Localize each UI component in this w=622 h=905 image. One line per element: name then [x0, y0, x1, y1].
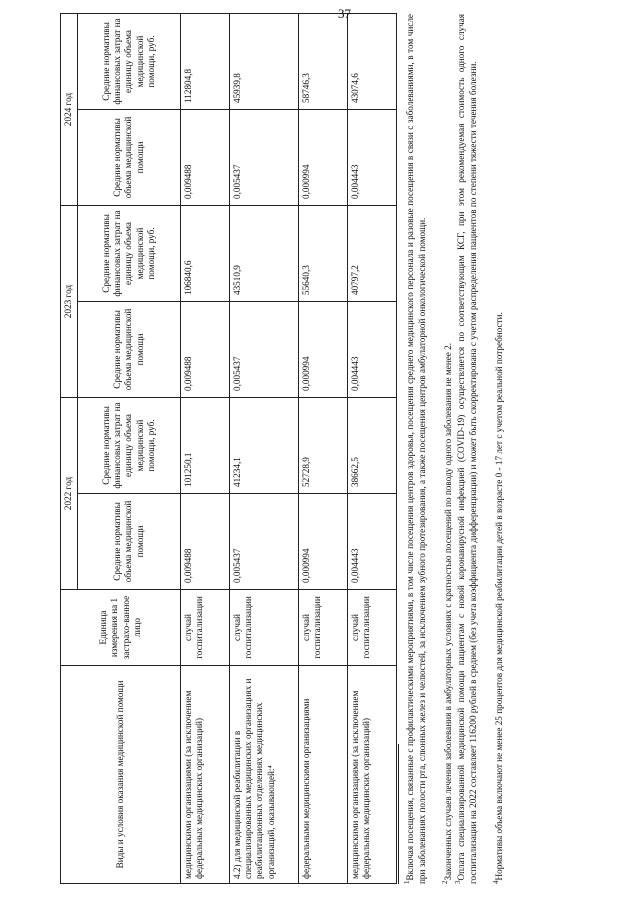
footnote-3 [454, 14, 479, 884]
subheader-cost-2022: Средние нормативы финансовых затрат на единицу объема медицинской помощи, руб. [78, 398, 181, 494]
footnote-mark: 1 [403, 880, 411, 884]
footnote-text: Нормативы объема включают не менее 25 процентов для медицинской реабилитации детей в возрасте 0 - 17 лет с учетом реальной потребности. [494, 312, 505, 881]
header-year-2024: 2024 год [61, 14, 78, 206]
row-unit: случай госпитализации [299, 590, 348, 666]
cell-value: 0,000994 [299, 110, 348, 206]
cell-value: 101250,1 [181, 398, 230, 494]
cell-value: 0,004443 [348, 302, 397, 398]
footnote-1 [403, 14, 428, 884]
cell-value: 0,009488 [181, 494, 230, 590]
page-number: 37 [338, 6, 351, 21]
cell-value: 0,004443 [348, 110, 397, 206]
footnote-text: Включая посещения, связанные с профилактическими мероприятиями, в том числе посещения центров здоровья, посещения среднего медицинского персонала и разовые посещения в связи с заболеваниями, в том числе при заболеваниях полости рта, слюнных желез и челюстей, за исключением зубного протезирования, а также посещения центров амбулаторной онкологической помощи. [405, 14, 427, 884]
table-row [299, 14, 348, 884]
cell-value: 0,005437 [230, 302, 299, 398]
row-type: медицинскими организациями (за исключением федеральных медицинских организаций) [348, 666, 397, 884]
norms-table [60, 13, 397, 884]
cell-value: 0,000994 [299, 494, 348, 590]
footnote-mark: 3 [454, 880, 462, 884]
row-unit: случай госпитализации [230, 590, 299, 666]
cell-value: 0,005437 [230, 110, 299, 206]
cell-value: 0,005437 [230, 494, 299, 590]
cell-value: 40797,2 [348, 206, 397, 302]
footnote-2 [441, 14, 455, 884]
table-row [181, 14, 230, 884]
row-unit: случай госпитализации [181, 590, 230, 666]
header-unit: Единица измерения на 1 застрахо-ванное лицо [61, 590, 181, 666]
footnote-text: Оплата специализированной медицинской помощи пациентам с новой коронавирусной инфекцией (COVID-19) осуществляется по соответствующим КСГ, при этом рекомендуемая стоимость одного случая госпитализации на 2022 составляет 116200 рублей в среднем (без учета коэффициента дифференциации) и может быть скорректирована с учетом распределения пациентов по степени тяжести течения болезни. [456, 14, 478, 884]
cell-value: 0,009488 [181, 302, 230, 398]
subheader-volume-2023: Средние нормативы объема медицинской помощи [78, 302, 181, 398]
row-type: 4.2) для медицинской реабилитации в специализированных медицинских организациях и реабилитационных отделениях медицинских организаций, оказывающей:⁴ [230, 666, 299, 884]
cell-value: 55640,3 [299, 206, 348, 302]
footnote-mark: 2 [441, 880, 449, 884]
footnote-mark: 4 [492, 880, 500, 884]
cell-value: 112804,8 [181, 14, 230, 110]
subheader-cost-2023: Средние нормативы финансовых затрат на единицу объема медицинской помощи, руб. [78, 206, 181, 302]
cell-value: 0,000994 [299, 302, 348, 398]
row-unit: случай госпитализации [348, 590, 397, 666]
cell-value: 58746,3 [299, 14, 348, 110]
cell-value: 52728,9 [299, 398, 348, 494]
subheader-volume-2024: Средние нормативы объема медицинской помощи [78, 110, 181, 206]
header-year-2022: 2022 год [61, 398, 78, 590]
cell-value: 45939,8 [230, 14, 299, 110]
table-row [230, 14, 299, 884]
footnote-text: Законченных случаев лечения заболевания в амбулаторных условиях с кратностью посещений по поводу одного заболевания не менее 2. [443, 342, 454, 881]
row-type: федеральными медицинскими организациями [299, 666, 348, 884]
subheader-cost-2024: Средние нормативы финансовых затрат на единицу объема медицинской помощи, руб. [78, 14, 181, 110]
header-type: Виды и условия оказания медицинской помощи [61, 666, 181, 884]
cell-value: 0,009488 [181, 110, 230, 206]
cell-value: 106840,6 [181, 206, 230, 302]
footnote-4 [492, 14, 506, 884]
rotated-page-content [60, 14, 540, 884]
cell-value: 0,004443 [348, 494, 397, 590]
table-row [348, 14, 397, 884]
cell-value: 38662,5 [348, 398, 397, 494]
cell-value: 41234,1 [230, 398, 299, 494]
cell-value: 43074,6 [348, 14, 397, 110]
header-year-2023: 2023 год [61, 206, 78, 398]
subheader-volume-2022: Средние нормативы объема медицинской помощи [78, 494, 181, 590]
footnote-divider [398, 744, 399, 884]
cell-value: 43510,9 [230, 206, 299, 302]
row-type: медицинскими организациями (за исключением федеральных медицинских организаций) [181, 666, 230, 884]
